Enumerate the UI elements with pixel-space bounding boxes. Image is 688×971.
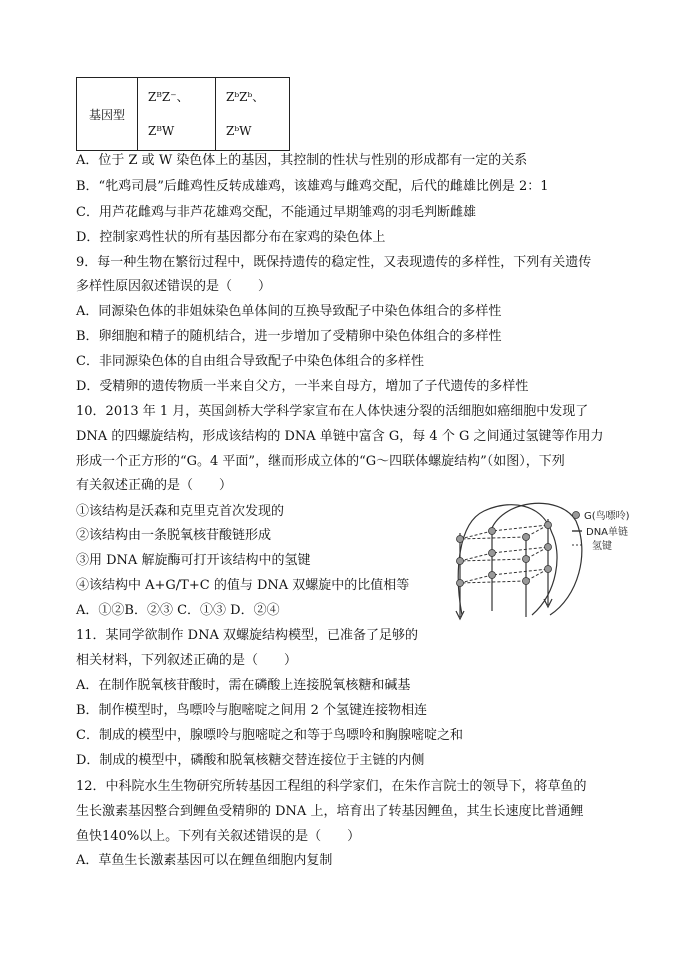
guanine-dot (457, 558, 464, 565)
dna-strand-loop (490, 503, 582, 615)
q9-stem-line1: 9．每一种生物在繁衍过程中，既保持遗传的稳定性，又表现遗传的多样性，下列有关遗传 (76, 255, 592, 270)
legend-guanine-icon (573, 512, 580, 519)
q10-stem-line3: 形成一个正方形的“G。4 平面”，继而形成立体的“G～四联体螺旋结构”（如图），下列 (76, 454, 565, 469)
genotype-col-barred (138, 78, 216, 151)
genotype-table (76, 77, 290, 151)
q10-statement-4: ④该结构中 A+G/T+C 的值与 DNA 双螺旋中的比值相等 (76, 578, 410, 593)
guanine-dot (489, 528, 496, 535)
q12-stem-line3: 鱼快140%以上。下列有关叙述错误的是（ ） (76, 829, 361, 844)
q10-options: A．①②B．②③ C．①③ D．②④ (76, 603, 280, 618)
q9-option-b: B．卵细胞和精子的随机结合，进一步增加了受精卵中染色体组合的多样性 (76, 329, 502, 344)
q10-statement-3: ③用 DNA 解旋酶可打开该结构中的氢键 (76, 553, 311, 568)
legend-strand-label: DNA单链 (586, 527, 629, 538)
q9-option-c: C．非同源染色体的自由组合导致配子中染色体组合的多样性 (76, 354, 424, 369)
guanine-dot (489, 550, 496, 557)
q12-stem-line2: 生长激素基因整合到鲤鱼受精卵的 DNA 上，培育出了转基因鲤鱼，其生长速度比普通鲤 (76, 804, 584, 819)
q9-option-a: A．同源染色体的非姐妹染色单体间的互换导致配子中染色体组合的多样性 (76, 304, 502, 319)
genotype-cell: ZᵇW (226, 124, 252, 138)
genotype-cell: ZᵇZᵇ、 (226, 90, 265, 104)
legend-guanine-label: G(鸟嘌呤) (584, 511, 630, 522)
q11-option-d: D．制成的模型中，磷酸和脱氧核糖交替连接位于主链的内侧 (76, 753, 425, 768)
guanine-dot (523, 578, 530, 585)
q11-stem-line2: 相关材料，下列叙述正确的是（ ） (76, 653, 298, 668)
genotype-cell: ZᴮZ⁻、 (148, 90, 189, 104)
q9-option-d: D．受精卵的遗传物质一半来自父方，一半来自母方，增加了子代遗传的多样性 (76, 379, 529, 394)
q8-option-c: C．用芦花雌鸡与非芦花雄鸡交配，不能通过早期雏鸡的羽毛判断雌雄 (76, 205, 476, 220)
q12-stem-line1: 12．中科院水生生物研究所转基因工程组的科学家们，在朱作言院士的领导下，将草鱼的 (76, 779, 587, 794)
guanine-dot (489, 572, 496, 579)
q8-option-d: D．控制家鸡性状的所有基因都分布在家鸡的染色体上 (76, 230, 386, 245)
guanine-dot (545, 566, 552, 573)
hydrogen-bond-plane (460, 547, 548, 561)
q11-option-b: B．制作模型时，鸟嘌呤与胞嘧啶之间用 2 个氢键连接物相连 (76, 703, 428, 718)
q10-statement-2: ②该结构由一条脱氧核苷酸链形成 (76, 528, 272, 543)
guanine-dot (545, 522, 552, 529)
hydrogen-bond-plane (460, 525, 548, 539)
q10-statement-1: ①该结构是沃森和克里克首次发现的 (76, 504, 285, 519)
guanine-dot (457, 536, 464, 543)
q9-stem-line2: 多样性原因叙述错误的是（ ） (76, 279, 272, 294)
guanine-dot (523, 534, 530, 541)
genotype-cell: ZᴮW (148, 124, 175, 138)
q10-stem-line1: 10．2013 年 1 月，英国剑桥大学科学家宣布在人体快速分裂的活细胞如癌细胞中发现了 (76, 404, 589, 419)
genotype-col-nonbarred (216, 78, 290, 151)
q11-stem-line1: 11．某同学欲制作 DNA 双螺旋结构模型，已准备了足够的 (76, 628, 418, 643)
q11-option-a: A．在制作脱氧核苷酸时，需在磷酸上连接脱氧核糖和碱基 (76, 678, 411, 693)
genotype-label: 基因型 (77, 78, 138, 151)
q11-option-c: C．制成的模型中，腺嘌呤与胞嘧啶之和等于鸟嘌呤和胸腺嘧啶之和 (76, 728, 463, 743)
guanine-dot (545, 544, 552, 551)
q10-stem-line4: 有关叙述正确的是（ ） (76, 478, 233, 493)
q8-option-b: B．“牝鸡司晨”后雌鸡性反转成雄鸡，该雄鸡与雌鸡交配，后代的雌雄比例是 2：1 (76, 179, 549, 194)
g-quadruplex-figure (440, 493, 676, 621)
guanine-dot (457, 580, 464, 587)
guanine-dot (523, 556, 530, 563)
q8-option-a: A．位于 Z 或 W 染色体上的基因，其控制的性状与性别的形成都有一定的关系 (76, 153, 528, 168)
hydrogen-bond-plane (460, 569, 548, 583)
q12-option-a: A．草鱼生长激素基因可以在鲤鱼细胞内复制 (76, 853, 333, 868)
q10-stem-line2: DNA 的四螺旋结构，形成该结构的 DNA 单链中富含 G，每 4 个 G 之间通过氢键等作用力 (76, 429, 604, 444)
legend-hbond-label: 氢键 (592, 541, 612, 552)
